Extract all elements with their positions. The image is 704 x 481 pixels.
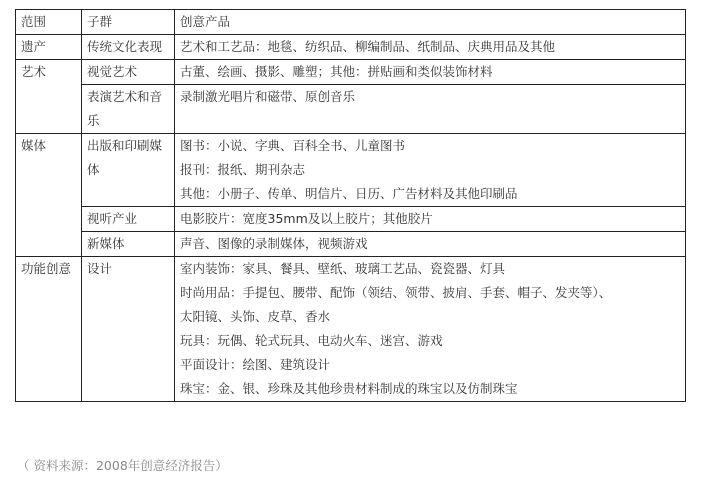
products-cell (175, 35, 686, 60)
subgroup-cell: 传统文化表现 (82, 35, 175, 60)
product-line: 图书：小说、字典、百科全书、儿童图书 (180, 138, 406, 153)
subgroup-cell: 新媒体 (82, 232, 175, 257)
product-line: 太阳镜、头饰、皮草、香水 (180, 309, 331, 324)
table-row (16, 257, 686, 402)
product-line: 录制激光唱片和磁带、原创音乐 (180, 89, 356, 104)
table-header-row (16, 10, 686, 35)
table-row (16, 60, 686, 85)
creative-products-table-wrapper (15, 9, 686, 402)
product-line: 古董、绘画、摄影、雕塑；其他：拼贴画和类似装饰材料 (180, 64, 493, 79)
product-line: 珠宝：金、银、珍珠及其他珍贵材料制成的珠宝以及仿制珠宝 (180, 381, 518, 396)
scope-cell: 艺术 (16, 60, 82, 134)
table-row (16, 207, 686, 232)
subgroup-cell: 表演艺术和音乐 (82, 85, 175, 134)
product-line: 平面设计：绘图、建筑设计 (180, 357, 331, 372)
product-line: 其他：小册子、传单、明信片、日历、广告材料及其他印刷品 (180, 186, 518, 201)
product-line: 艺术和工艺品：地毯、纺织品、柳编制品、纸制品、庆典用品及其他 (180, 39, 556, 54)
subgroup-cell: 视听产业 (82, 207, 175, 232)
product-line: 室内装饰：家具、餐具、壁纸、玻璃工艺品、瓷瓷器、灯具 (180, 261, 506, 276)
creative-products-table (15, 9, 686, 402)
products-cell (175, 85, 686, 134)
products-cell (175, 232, 686, 257)
table-row (16, 85, 686, 134)
header-subgroup: 子群 (82, 10, 175, 35)
products-cell (175, 60, 686, 85)
product-line: 电影胶片：宽度35mm及以上胶片；其他胶片 (180, 211, 433, 226)
products-cell (175, 134, 686, 207)
header-scope: 范围 (16, 10, 82, 35)
product-line: 时尚用品：手提包、腰带、配饰（领结、领带、披肩、手套、帽子、发夹等）、 (180, 285, 612, 300)
header-products: 创意产品 (175, 10, 686, 35)
scope-cell: 遗产 (16, 35, 82, 60)
source-note: （ 资料来源：2008年创意经济报告） (17, 458, 228, 473)
product-line: 报刊：报纸、期刊杂志 (180, 162, 306, 177)
table-row (16, 134, 686, 207)
table-row (16, 35, 686, 60)
products-cell (175, 207, 686, 232)
product-line: 玩具：玩偶、轮式玩具、电动火车、迷宫、游戏 (180, 333, 443, 348)
products-cell (175, 257, 686, 402)
product-line: 声音、图像的录制媒体，视频游戏 (180, 236, 368, 251)
scope-cell: 媒体 (16, 134, 82, 257)
scope-cell: 功能创意 (16, 257, 82, 402)
subgroup-cell: 设计 (82, 257, 175, 402)
table-row (16, 232, 686, 257)
subgroup-cell: 出版和印刷媒体 (82, 134, 175, 207)
subgroup-cell: 视觉艺术 (82, 60, 175, 85)
